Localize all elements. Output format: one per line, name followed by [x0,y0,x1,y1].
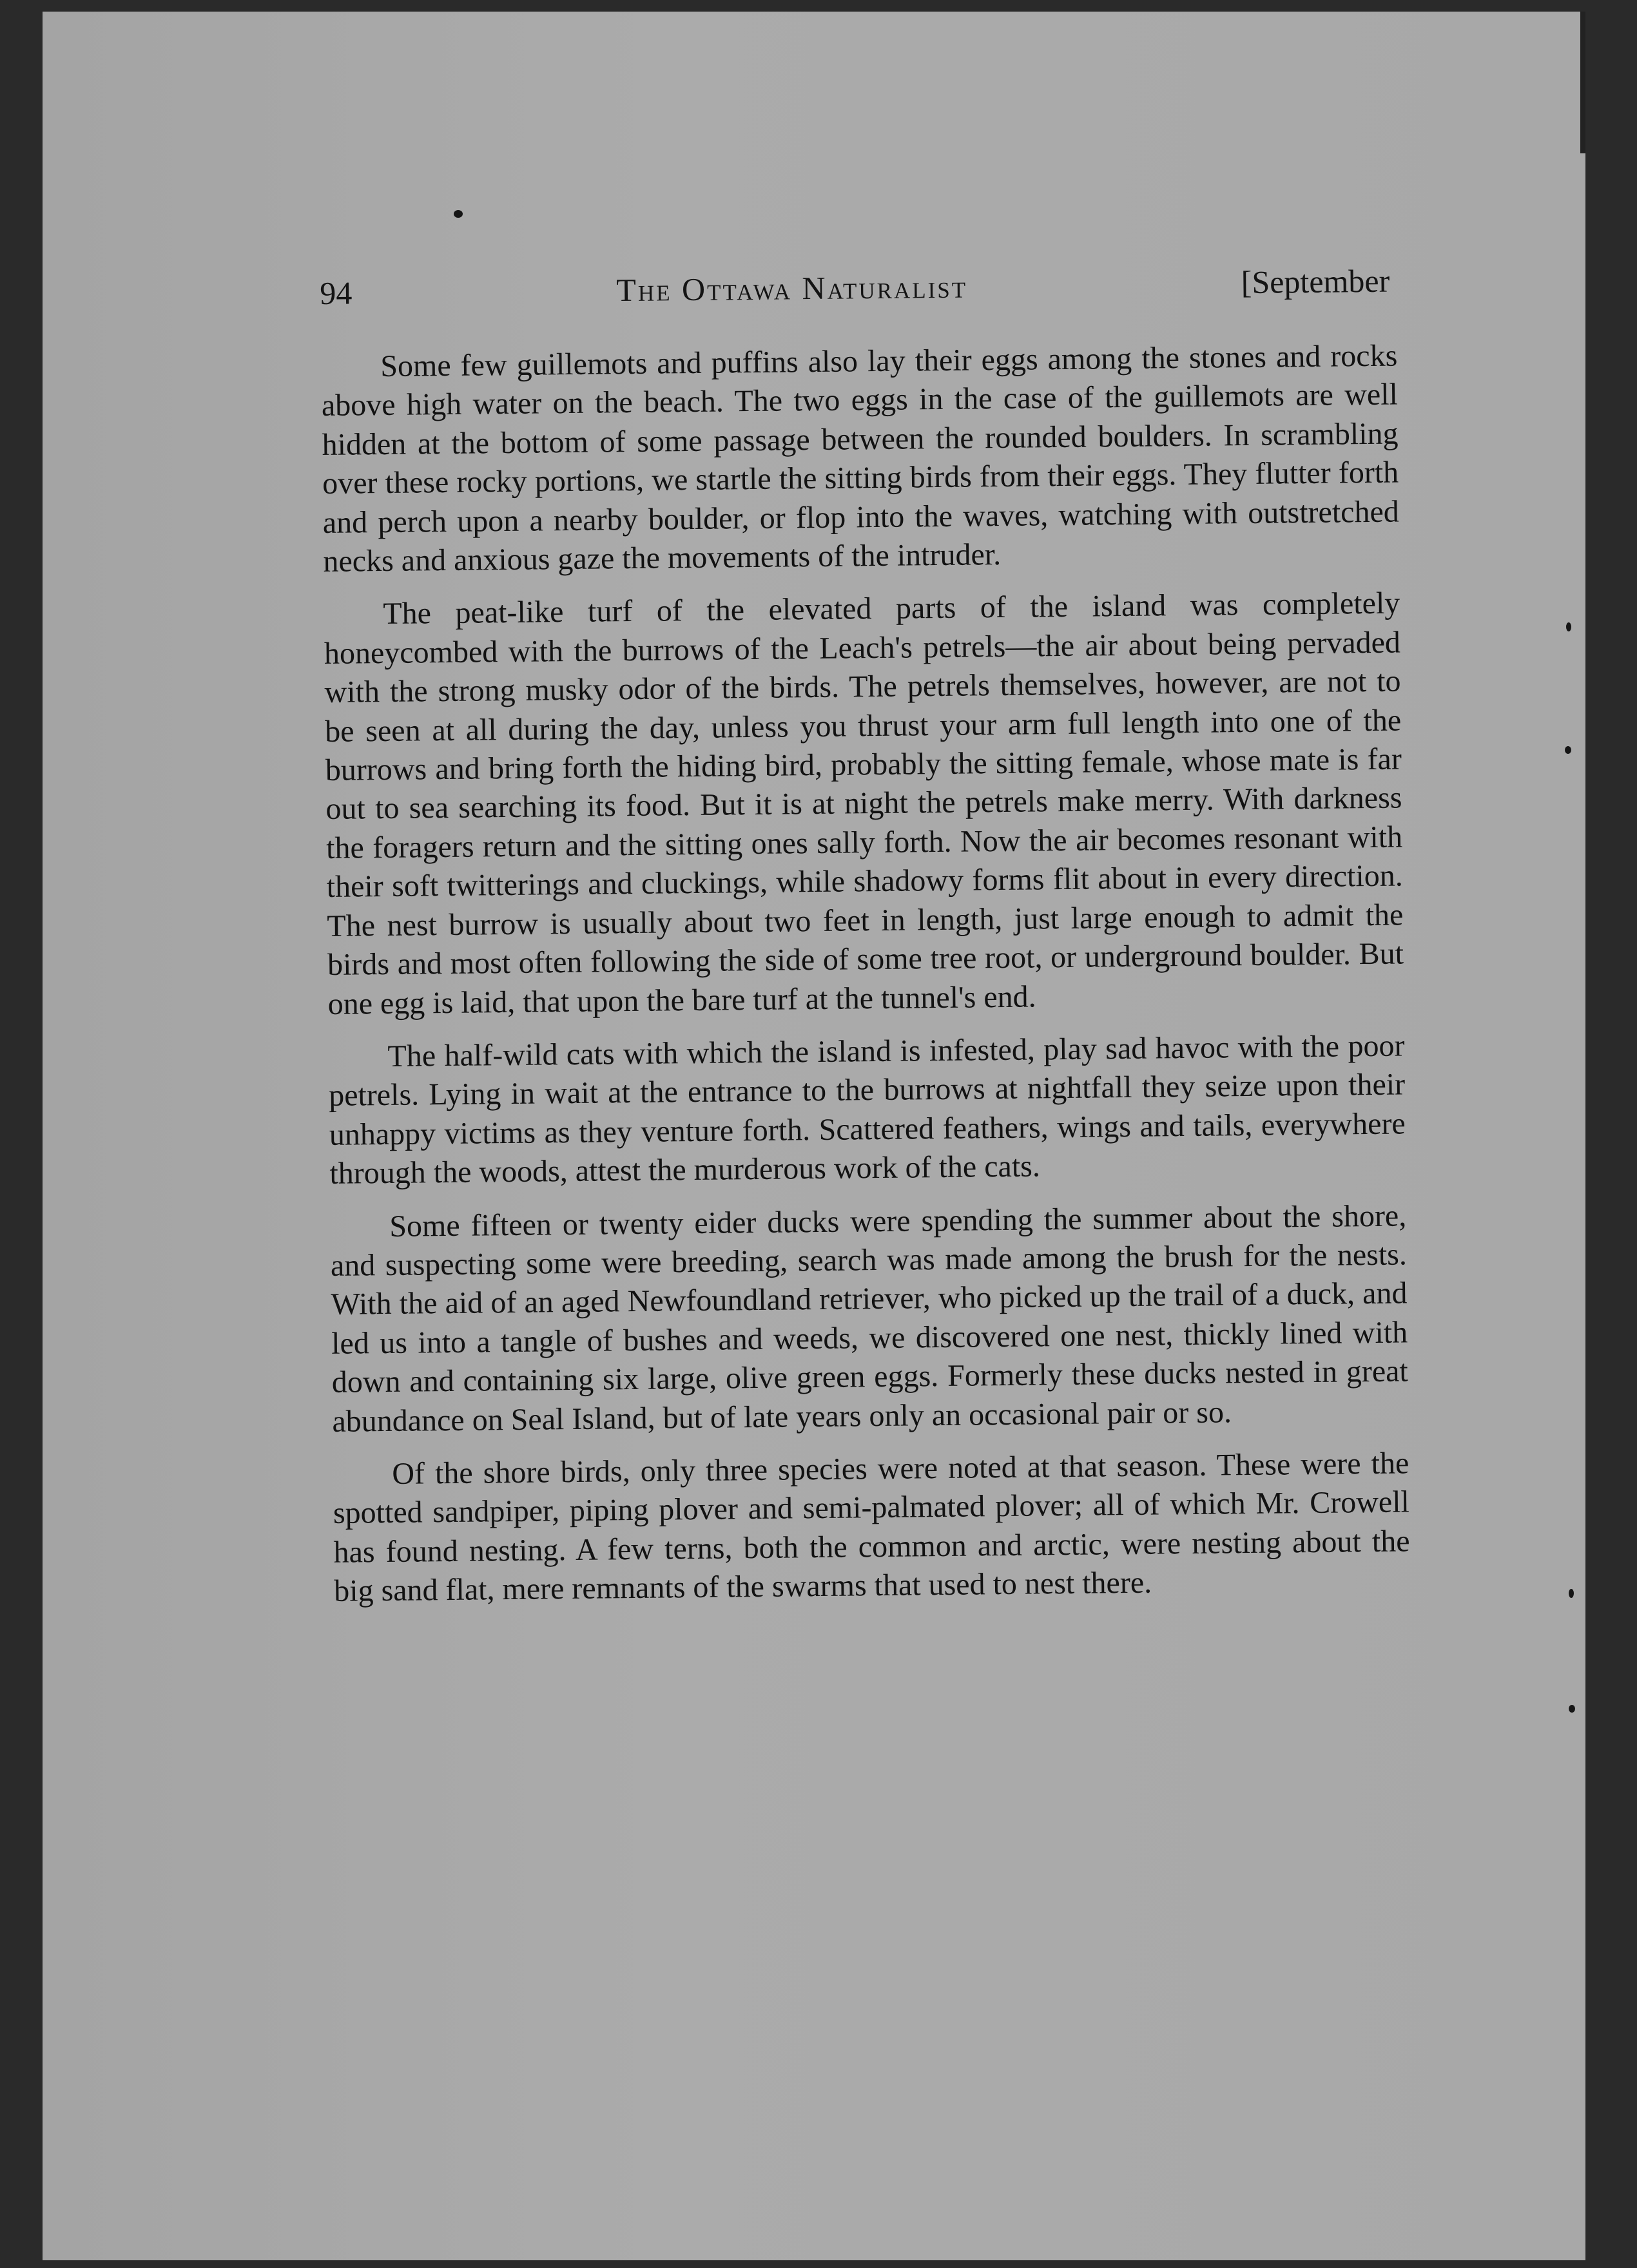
paragraph: Of the shore birds, only three species were noted at that season. These were the spotted sandpiper, piping plover and semi-palmated plover; all of which Mr. Crowell has found nesting. A few terns, both the common and arctic, were nesting about the big sand flat, mere remnants of the swarms that used to nest there. [333,1446,1410,1609]
paragraph: Some few guillemots and puffins also lay their eggs among the stones and rocks above high water on the beach. The two eggs in the case of the guillemots are well hidden at the bottom of some passage between the rounded boulders. In scrambling over these rocky portions, we startle the sitting birds from their eggs. They flutter forth and perch upon a nearby boulder, or flop into the waves, watching with outstretched necks and anxious gaze the movements of the intruder. [321,338,1400,579]
binding-shadow-top [1580,12,1585,153]
margin-mark [1569,1589,1574,1598]
margin-mark [1565,746,1571,754]
book-page [43,12,1585,2260]
paragraph: The peat-like turf of the elevated parts of the island was completely honeycombed with the burrows of the Leach's petrels—the air about being pervaded with the strong musky odor of the birds. The petrels themselves, however, are not to be seen at all during the day, unless you thrust your arm full length into one of the burrows and bring forth the hiding bird, probably the sitting female, whose mate is far out to sea searching its food. But it is at night the petrels make merry. With darkness the foragers return and the sitting ones sally forth. Now the air becomes resonant with their soft twitterings and cluckings, while shadowy forms flit about in every direction. The nest burrow is usually about two feet in length, just large enough to admit the birds and most often following the side of some tree root, or underground boulder. But one egg is laid, that upon the bare turf at the tunnel's end. [324,586,1404,1021]
page-number: 94 [320,274,353,311]
paragraph: The half-wild cats with which the island is infested, play sad havoc with the poor petrels. Lying in wait at the entrance to the burrows at nightfall they seize upon their unhappy victims as they venture forth. Scattered feathers, wings and tails, everywhere through the woods, attest the murderous work of the cats. [328,1028,1406,1191]
margin-mark [1569,1705,1575,1713]
issue-month: [September [1241,262,1390,301]
speck-mark [454,210,463,218]
article-body [321,337,1411,1626]
margin-mark [1566,622,1571,631]
paragraph: Some fifteen or twenty eider ducks were spending the summer about the shore, and suspecting some were breeding, search was made among the brush for the nests. With the aid of an aged Newfoundland retriever, who picked up the trail of a duck, and led us into a tangle of bushes and weeds, we discovered one nest, thickly lined with down and containing six large, olive green eggs. Formerly these ducks nested in great abundance on Seal Island, but of late years only an occasional pair or so. [330,1198,1408,1439]
running-header [320,264,1390,332]
journal-title: The Ottawa Naturalist [615,268,968,309]
